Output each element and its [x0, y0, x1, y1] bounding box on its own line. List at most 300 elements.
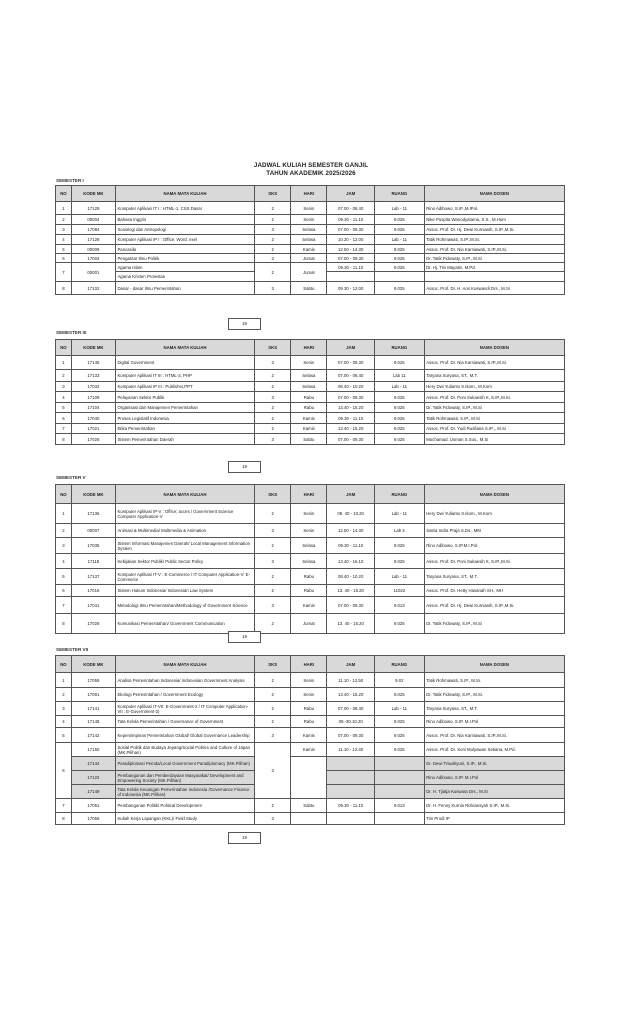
cell-jam: 12.50 - 14.30	[327, 245, 375, 254]
cell-no: 2	[56, 688, 72, 702]
cell-ruang: 9.013	[374, 597, 424, 614]
cell-sks: 3	[255, 254, 291, 263]
cell-jam: 09.30 - 11.10	[327, 799, 375, 813]
cell-sks: 2	[255, 538, 291, 554]
table-row	[56, 504, 565, 524]
cell-kode: 17026	[71, 434, 115, 445]
column-header-mk: NAMA MATA KULIAH	[115, 485, 254, 504]
total-sks: 19	[228, 461, 261, 473]
cell-kode: 17109	[71, 392, 115, 403]
column-header-mk: NAMA MATA KULIAH	[115, 656, 254, 673]
cell-ruang	[374, 771, 424, 785]
column-header-jam: JAM	[327, 485, 375, 504]
cell-ruang: Lab 11	[374, 370, 424, 382]
cell-ruang: Lab - 11	[374, 382, 424, 392]
cell-hari: Kamis	[291, 743, 327, 757]
cell-kode: 17136	[71, 504, 115, 524]
cell-mata-kuliah: Pembangunan dan Pemberdayaan Masyarakat/ Development and Empowering Society (MK.Pilihan)	[115, 771, 254, 785]
cell-ruang: 9.025	[374, 716, 424, 728]
cell-sks: 3	[255, 554, 291, 569]
cell-no: 5	[56, 245, 72, 254]
cell-kode: 17149	[71, 785, 115, 799]
cell-kode: 17118	[71, 554, 115, 569]
cell-jam: 13. 40 - 15.20	[327, 614, 375, 634]
table-header-row	[56, 656, 565, 673]
cell-hari: Kamis	[291, 413, 327, 424]
cell-no: 8	[56, 434, 72, 445]
cell-mata-kuliah: Proses Legislatif Indonesia	[115, 413, 254, 424]
table-row	[56, 370, 565, 382]
table-row	[56, 673, 565, 688]
cell-no: 1	[56, 356, 72, 370]
cell-jam: 13.40 - 15.20	[327, 688, 375, 702]
cell-ruang: 11022	[374, 585, 424, 597]
cell-sks: 3	[255, 356, 291, 370]
cell-ruang: 9.013	[374, 799, 424, 813]
semester-label: SEMESTER VII	[56, 647, 89, 652]
cell-kode: 17029	[71, 614, 115, 634]
cell-hari: Selasa	[291, 370, 327, 382]
cell-kode: 17150	[71, 743, 115, 757]
cell-ruang: Lab 3	[374, 524, 424, 538]
table-row	[56, 282, 565, 295]
cell-kode: 17091	[71, 688, 115, 702]
column-header-no: NO	[56, 340, 72, 356]
cell-no: 8	[56, 282, 72, 295]
cell-ruang: Lab - 11	[374, 235, 424, 245]
cell-no: 7	[56, 597, 72, 614]
table-header-row	[56, 340, 565, 356]
total-sks: 19	[228, 318, 261, 330]
cell-sks: 2	[255, 382, 291, 392]
cell-ruang	[374, 785, 424, 799]
cell-sks: 3	[255, 392, 291, 403]
cell-mata-kuliah: Pembangunan Politik/ Political Development	[115, 799, 254, 813]
cell-sks: 2	[255, 504, 291, 524]
column-header-dosen: NAMA DOSEN	[424, 186, 564, 202]
cell-no: 6	[56, 413, 72, 424]
cell-ruang	[374, 272, 424, 282]
cell-hari: Sabtu	[291, 799, 327, 813]
cell-no: 3	[56, 538, 72, 554]
cell-hari: Rabu	[291, 716, 327, 728]
cell-dosen: Tim Prodi IP	[424, 813, 564, 825]
table-row	[56, 585, 565, 597]
cell-ruang: 9.025	[374, 245, 424, 254]
table-row	[56, 245, 565, 254]
cell-dosen: Assoc. Prof. Dr. H. Aos Kuswandi Drs., M.Si	[424, 282, 564, 295]
cell-kode: 17128	[71, 235, 115, 245]
cell-dosen: Dr. Tatik Fidowaty, S.IP., M.Si	[424, 254, 564, 263]
cell-hari: Rabu	[291, 403, 327, 413]
cell-jam	[327, 785, 375, 799]
cell-dosen: Mochamad. Usman S.Sos., M.Si	[424, 434, 564, 445]
cell-kode: 17035	[71, 538, 115, 554]
cell-ruang: 9.025	[374, 356, 424, 370]
column-header-ruang: RUANG	[374, 656, 424, 673]
cell-no: 4	[56, 716, 72, 728]
cell-mata-kuliah: Animasi & Multimedia/ Multimedia & Animation	[115, 524, 254, 538]
cell-kode: 17122	[71, 771, 115, 785]
cell-ruang: 9.025	[374, 554, 424, 569]
cell-dosen: Assoc. Prof. Dr. Poni Sukaesih K, S.IP.,M.Si.	[424, 554, 564, 569]
cell-no: 7	[56, 799, 72, 813]
cell-mata-kuliah: Komputer Aplikasi IP III : Publisher,PPT	[115, 382, 254, 392]
cell-jam: 08.40 - 10.20	[327, 382, 375, 392]
column-header-hari: HARI	[291, 656, 327, 673]
cell-mata-kuliah: Komputer Aplikasi IT-V : E-Commerce / IT Computer Application-V: E-Commerce	[115, 569, 254, 585]
cell-jam	[327, 813, 375, 825]
cell-mata-kuliah: Dasar - dasar Ilmu Pemerintahan	[115, 282, 254, 295]
cell-jam: 07.00 - 09.30	[327, 356, 375, 370]
cell-kode: 17084	[71, 225, 115, 235]
cell-no: 1	[56, 202, 72, 215]
table-row	[56, 403, 565, 413]
cell-hari	[291, 813, 327, 825]
column-header-sks: SKS	[255, 656, 291, 673]
cell-no: 7	[56, 424, 72, 434]
cell-ruang: Lab - 11	[374, 504, 424, 524]
total-sks: 19	[228, 631, 261, 643]
cell-hari: Selasa	[291, 225, 327, 235]
column-header-sks: SKS	[255, 340, 291, 356]
cell-no: 5	[56, 403, 72, 413]
column-header-jam: JAM	[327, 656, 375, 673]
column-header-dosen: NAMA DOSEN	[424, 485, 564, 504]
cell-jam: 07.00 - 09.30	[327, 728, 375, 743]
cell-no: 6	[56, 585, 72, 597]
cell-dosen: Rino Adibowo, S.IP.,M.IPol.	[424, 202, 564, 215]
cell-hari: Senin	[291, 673, 327, 688]
cell-no: 5	[56, 569, 72, 585]
column-header-dosen: NAMA DOSEN	[424, 340, 564, 356]
table-row	[56, 263, 565, 272]
cell-dosen: Dr. Tatik Fidowaty, S.IP., M.Si	[424, 614, 564, 634]
cell-dosen: Assoc. Prof. Dr. Nia Karniawati, S.IP.,M.Si.	[424, 728, 564, 743]
cell-mata-kuliah: Ekologi Pemerintahan / Government Ecology	[115, 688, 254, 702]
cell-kode: 00007	[71, 524, 115, 538]
cell-ruang: 9.025	[374, 225, 424, 235]
cell-ruang: 9.025	[374, 688, 424, 702]
cell-mata-kuliah: Agama Islam	[115, 263, 254, 272]
cell-jam: 11.10 - 12.50	[327, 673, 375, 688]
cell-mata-kuliah: Organisasi dan Manajemen Pemerintahan	[115, 403, 254, 413]
cell-mata-kuliah: Tata Kelola Keuangan Pemerintahan Indonesia /Governance Finance of Indonesia (MK.Pilihan)	[115, 785, 254, 799]
cell-dosen: Rino Adibowo, S.IP. M.I.Pol	[424, 771, 564, 785]
cell-jam: 09.30 - 11.10	[327, 413, 375, 424]
cell-dosen: Nike Puspita Wanodyatama, S.S., M.Hum	[424, 215, 564, 225]
cell-sks: 2	[255, 614, 291, 634]
cell-hari: Selasa	[291, 554, 327, 569]
cell-dosen: Taryana Suryana, ST., M.T.	[424, 569, 564, 585]
cell-jam: 09.30 - 11.10	[327, 215, 375, 225]
cell-no: 1	[56, 504, 72, 524]
cell-ruang: 9.025	[374, 538, 424, 554]
column-header-ruang: RUANG	[374, 485, 424, 504]
cell-kode: 00008	[71, 245, 115, 254]
column-header-hari: HARI	[291, 340, 327, 356]
cell-no: 4	[56, 235, 72, 245]
cell-kode: 17129	[71, 202, 115, 215]
cell-jam	[327, 757, 375, 771]
cell-mata-kuliah: Kepemimpinan Pemerintahan Global/ Global Governance Leadership	[115, 728, 254, 743]
cell-sks: 2	[255, 716, 291, 728]
cell-ruang: 9.025	[374, 614, 424, 634]
cell-dosen: Dr. Tatik Fidowaty, S.IP., M.Si	[424, 403, 564, 413]
cell-hari: Kamis	[291, 245, 327, 254]
cell-ruang: 9.025	[374, 728, 424, 743]
table-row	[56, 392, 565, 403]
cell-dosen: Hery Dwi Yulianto S.Ikom., M.Kom	[424, 504, 564, 524]
table-row	[56, 716, 565, 728]
cell-sks: 2	[255, 585, 291, 597]
column-header-mk: NAMA MATA KULIAH	[115, 186, 254, 202]
cell-sks: 3	[255, 743, 291, 799]
cell-hari: Kamis	[291, 728, 327, 743]
cell-dosen: Satria Indra Praja S.Ds., MM	[424, 524, 564, 538]
table-row	[56, 688, 565, 702]
cell-hari: Kamis	[291, 597, 327, 614]
cell-jam: 09.30 - 11.10	[327, 538, 375, 554]
cell-hari: Rabu	[291, 702, 327, 716]
cell-kode: 17056	[71, 813, 115, 825]
cell-mata-kuliah: Komputer Aplikasi IP I : Office; Word, exel	[115, 235, 254, 245]
cell-jam: 11.10 - 12.40	[327, 743, 375, 757]
table-row	[56, 569, 565, 585]
table-row	[56, 728, 565, 743]
cell-kode: 17141	[71, 702, 115, 716]
cell-mata-kuliah: Pancasila	[115, 245, 254, 254]
cell-jam: 07.00 - 09.30	[327, 225, 375, 235]
cell-mata-kuliah: Digital Government	[115, 356, 254, 370]
schedule-table	[55, 655, 565, 825]
cell-jam: 13.40 - 15.20	[327, 403, 375, 413]
table-row-elective	[56, 743, 565, 757]
cell-sks: 2	[255, 413, 291, 424]
cell-dosen: Taryana Suryana, ST., M.T.	[424, 370, 564, 382]
cell-sks: 2	[255, 245, 291, 254]
cell-dosen: Assoc. Prof. Dr. Hetty Hasanah SH., MH	[424, 585, 564, 597]
cell-mata-kuliah: Etika Pemerintahan	[115, 424, 254, 434]
cell-sks: 2	[255, 370, 291, 382]
table-row	[56, 225, 565, 235]
cell-kode: 17142	[71, 728, 115, 743]
cell-sks: 3	[255, 434, 291, 445]
cell-no: 8	[56, 813, 72, 825]
cell-sks: 3	[255, 225, 291, 235]
cell-jam	[327, 771, 375, 785]
cell-sks: 3	[255, 813, 291, 825]
cell-dosen: Hery Dwi Yulianto S.Ikom., M.Kom	[424, 382, 564, 392]
cell-no: 3	[56, 702, 72, 716]
cell-mata-kuliah: Pengantar Ilmu Politik	[115, 254, 254, 263]
table-row	[56, 202, 565, 215]
cell-ruang: 9.025	[374, 282, 424, 295]
cell-ruang: 9.025	[374, 434, 424, 445]
cell-dosen: Rino Adibowo, S.IP.M.I.Pol.	[424, 538, 564, 554]
cell-hari: Sabtu	[291, 282, 327, 295]
academic-year: TAHUN AKADEMIK 2025/2026	[266, 170, 356, 177]
cell-mata-kuliah: Komputer Aplikasi IT-VII: E-Government-2 / IT Computer Application-VII : E-Government-2)	[115, 702, 254, 716]
cell-dosen: Assoc. Prof. Dr. Soni Mulyawan Setiana, M.Pd.	[424, 743, 564, 757]
semester-label: SEMESTER III	[56, 330, 87, 335]
cell-hari: Rabu	[291, 392, 327, 403]
cell-no: 6	[56, 743, 72, 799]
cell-dosen: Dr. Dewi Triwahyuni, S.IP., M.Si.	[424, 757, 564, 771]
column-header-jam: JAM	[327, 186, 375, 202]
cell-kode: 17032	[71, 382, 115, 392]
table-row	[56, 702, 565, 716]
cell-kode: 17145	[71, 356, 115, 370]
table-header-row	[56, 186, 565, 202]
column-header-no: NO	[56, 485, 72, 504]
cell-mata-kuliah: Bahasa Inggris	[115, 215, 254, 225]
cell-jam: 09.-30.10.20	[327, 716, 375, 728]
cell-hari: Jumat	[291, 263, 327, 282]
cell-mata-kuliah: Komunikasi Pemerintahan/ Government Communication	[115, 614, 254, 634]
cell-dosen: Assoc. Prof. Dr. Hj. Dewi Kurniasih, S.IP.,M.Si.	[424, 225, 564, 235]
cell-hari: Kamis	[291, 424, 327, 434]
cell-no: 4	[56, 392, 72, 403]
cell-no: 3	[56, 382, 72, 392]
cell-sks: 2	[255, 424, 291, 434]
table-row	[56, 254, 565, 263]
cell-mata-kuliah: Kebijakan Sektor Publik/ Public Sector Policy	[115, 554, 254, 569]
column-header-dosen: NAMA DOSEN	[424, 656, 564, 673]
cell-hari: Jumat	[291, 614, 327, 634]
column-header-hari: HARI	[291, 485, 327, 504]
column-header-no: NO	[56, 186, 72, 202]
cell-sks: 3	[255, 524, 291, 538]
cell-jam: 13.40 - 16.10	[327, 554, 375, 569]
column-header-kode: KODE MK	[71, 656, 115, 673]
cell-ruang: 9.025	[374, 254, 424, 263]
cell-sks: 2	[255, 235, 291, 245]
cell-mata-kuliah: Sistem Informasi Manajemen Daerah/ Local Management Information System	[115, 538, 254, 554]
cell-ruang: Lab - 11	[374, 202, 424, 215]
column-header-mk: NAMA MATA KULIAH	[115, 340, 254, 356]
cell-mata-kuliah: Kuliah Kerja Lapangan (KKL)/ Field Study	[115, 813, 254, 825]
cell-mata-kuliah: Komputer Aplikasi IP-V : Office; acces / Government Science Computer Application-V	[115, 504, 254, 524]
cell-ruang	[374, 757, 424, 771]
cell-ruang: 9.025	[374, 392, 424, 403]
column-header-hari: HARI	[291, 186, 327, 202]
cell-kode: 17016	[71, 585, 115, 597]
cell-sks: 2	[255, 673, 291, 688]
cell-no: 2	[56, 524, 72, 538]
cell-hari: Selasa	[291, 382, 327, 392]
cell-no: 1	[56, 673, 72, 688]
cell-mata-kuliah: Pelayanan Sektor Publik	[115, 392, 254, 403]
cell-kode: 17041	[71, 597, 115, 614]
column-header-kode: KODE MK	[71, 186, 115, 202]
semester-label: SEMESTER I	[56, 178, 84, 183]
cell-jam: 08.40 - 10.20	[327, 569, 375, 585]
cell-sks: 2	[255, 688, 291, 702]
table-row	[56, 813, 565, 825]
cell-jam: 13. 40 - 15.20	[327, 585, 375, 597]
cell-ruang: 9.025	[374, 403, 424, 413]
cell-mata-kuliah: Komputer Aplikasi IT I : HTML-1, CSS Dasar	[115, 202, 254, 215]
cell-dosen: Assoc. Prof. Dr. Yudi Rusfiana S.IP.,, M.Si	[424, 424, 564, 434]
cell-ruang: 9.025	[374, 413, 424, 424]
cell-no: 6	[56, 254, 72, 263]
column-header-sks: SKS	[255, 186, 291, 202]
cell-hari: Rabu	[291, 569, 327, 585]
cell-mata-kuliah: Sistem Hukum Indonesia/ Indonesian Law System	[115, 585, 254, 597]
cell-sks: 2	[255, 263, 291, 282]
column-header-kode: KODE MK	[71, 340, 115, 356]
cell-dosen: Tatik Rohmawati, S.IP., M.Si	[424, 413, 564, 424]
table-row	[56, 524, 565, 538]
cell-dosen: Assoc. Prof. Dr. Hj. Dewi Kurniasih, S.IP.,M.Si.	[424, 597, 564, 614]
table-row	[56, 215, 565, 225]
cell-kode: 17104	[71, 403, 115, 413]
cell-dosen: Assoc. Prof. Dr. Poni Sukaesih K, S.IP.,M.Si.	[424, 392, 564, 403]
cell-kode: 17051	[71, 799, 115, 813]
cell-ruang: 9.025	[374, 424, 424, 434]
cell-dosen: Dr. Hj. Tini Mayatin, M.Pd.	[424, 263, 564, 272]
cell-mata-kuliah: Paradiplomasi Pemda/Local Government Paradiplomacy (MK.Pilihan)	[115, 757, 254, 771]
cell-mata-kuliah: Metodologi Ilmu Pemerintahan/Methodology of Government Science	[115, 597, 254, 614]
cell-sks: 2	[255, 702, 291, 716]
cell-hari: Senin	[291, 504, 327, 524]
cell-mata-kuliah: Sosial Politik dan Budaya Jepang/Social Politics and Culture of Japan (MK.Pilihan)	[115, 743, 254, 757]
table-row	[56, 597, 565, 614]
column-header-sks: SKS	[255, 485, 291, 504]
cell-hari: Selasa	[291, 235, 327, 245]
cell-hari: Sabtu	[291, 434, 327, 445]
cell-jam: 08. 40 - 10.20	[327, 504, 375, 524]
cell-kode: 00004	[71, 215, 115, 225]
schedule-table	[55, 339, 565, 445]
table-row	[56, 424, 565, 434]
schedule-table	[55, 484, 565, 634]
cell-kode: 17040	[71, 413, 115, 424]
cell-jam: 12.50 - 14.30	[327, 524, 375, 538]
table-row	[56, 614, 565, 634]
cell-no: 3	[56, 225, 72, 235]
cell-hari: Senin	[291, 356, 327, 370]
table-row-elective	[56, 757, 565, 771]
cell-mata-kuliah: Analisa Pemerintahan Indonesia/ Indonesian Government Analysis	[115, 673, 254, 688]
cell-dosen: Taryana Suryana, ST., M.T.	[424, 702, 564, 716]
cell-sks: 3	[255, 282, 291, 295]
cell-ruang	[374, 813, 424, 825]
cell-hari	[291, 757, 327, 799]
cell-hari: Senin	[291, 215, 327, 225]
cell-dosen: Dr. H. Tjiatja Kuswara Drs., M.Si	[424, 785, 564, 799]
cell-hari: Senin	[291, 688, 327, 702]
cell-no: 2	[56, 215, 72, 225]
table-row	[56, 382, 565, 392]
cell-dosen: Assoc. Prof. Dr. Nia Karniawati, S.IP.,M.Si.	[424, 356, 564, 370]
cell-kode: 17004	[71, 254, 115, 263]
cell-kode: 17021	[71, 424, 115, 434]
cell-mata-kuliah: Tata Kelola Pemerintahan / Governance of Government	[115, 716, 254, 728]
cell-hari: Senin	[291, 202, 327, 215]
table-header-row	[56, 485, 565, 504]
column-header-no: NO	[56, 656, 72, 673]
cell-hari: Jumat	[291, 254, 327, 263]
cell-kode: 17148	[71, 716, 115, 728]
cell-no: 8	[56, 614, 72, 634]
cell-no: 4	[56, 554, 72, 569]
cell-jam: 07.00 - 08.40	[327, 370, 375, 382]
cell-jam: 07.00 - 09.30	[327, 392, 375, 403]
cell-mata-kuliah: Sosiologi dan Antropologi	[115, 225, 254, 235]
cell-kode: 17137	[71, 569, 115, 585]
